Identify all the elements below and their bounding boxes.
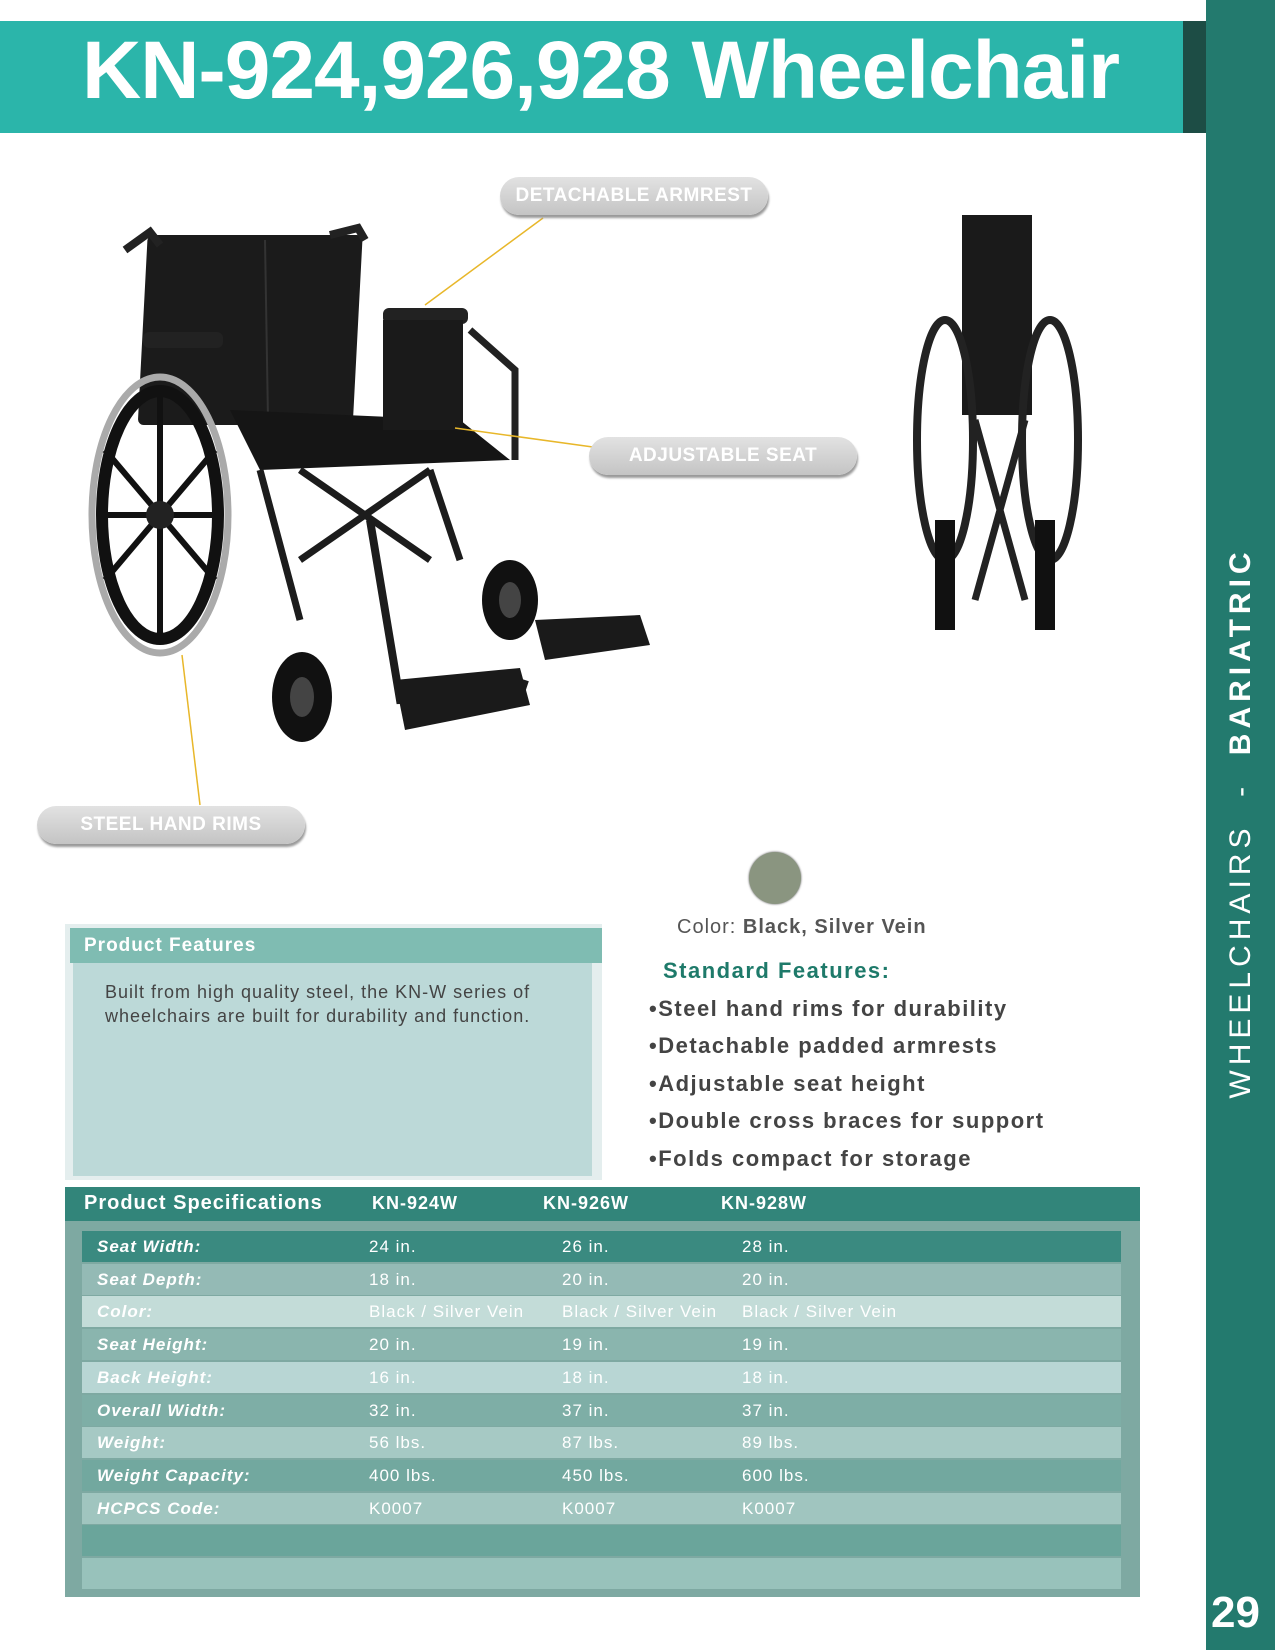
row-label: Color: xyxy=(97,1302,154,1322)
row-value: Black / Silver Vein xyxy=(369,1302,525,1322)
row-value: 16 in. xyxy=(369,1367,417,1387)
wheelchair-main-image xyxy=(92,228,650,742)
row-value: 19 in. xyxy=(562,1335,610,1355)
table-row xyxy=(82,1493,1121,1524)
row-label: Weight Capacity: xyxy=(97,1465,251,1485)
feature-item: •Adjustable seat height xyxy=(649,1071,926,1096)
row-value: 18 in. xyxy=(369,1269,417,1289)
product-features-heading: Product Features xyxy=(70,928,602,963)
row-value: 37 in. xyxy=(742,1400,790,1420)
rims-leader-line xyxy=(182,655,200,805)
row-label: Seat Depth: xyxy=(97,1269,203,1289)
row-value: 450 lbs. xyxy=(562,1465,630,1485)
row-value: 89 lbs. xyxy=(742,1433,800,1453)
row-value: 56 lbs. xyxy=(369,1433,427,1453)
feature-item: •Detachable padded armrests xyxy=(649,1033,998,1058)
row-label: Seat Height: xyxy=(97,1335,209,1355)
page-title: KN-924,926,928 Wheelchair xyxy=(82,25,1119,116)
category-label: WHEELCHAIRS xyxy=(1224,823,1257,1099)
row-value: K0007 xyxy=(562,1498,617,1518)
row-label: Seat Width: xyxy=(97,1237,202,1256)
row-value: K0007 xyxy=(369,1498,424,1518)
empty-table-row xyxy=(82,1525,1121,1556)
armrest-leader-line xyxy=(425,218,543,305)
product-features-text: Built from high quality steel, the KN-W series of wheelchairs are built for durability and function. xyxy=(105,982,531,1026)
model-header: KN-926W xyxy=(543,1193,630,1213)
color-info xyxy=(677,916,927,939)
empty-table-row xyxy=(82,1558,1121,1589)
row-value: Black / Silver Vein xyxy=(742,1302,898,1322)
standard-features-heading: Standard Features: xyxy=(663,958,891,983)
color-value: Black, Silver Vein xyxy=(742,916,927,938)
row-label: Back Height: xyxy=(97,1367,213,1387)
page-number: 29 xyxy=(1211,1588,1260,1637)
row-label: Weight: xyxy=(97,1433,167,1453)
table-row xyxy=(82,1264,1121,1295)
callout-adjustable-seat: ADJUSTABLE SEAT xyxy=(589,437,857,475)
color-swatch xyxy=(749,852,801,904)
row-value: 37 in. xyxy=(562,1400,610,1420)
feature-text: Folds compact for storage xyxy=(658,1146,972,1171)
callout-detachable-armrest: DETACHABLE ARMREST xyxy=(500,177,768,215)
row-value: 24 in. xyxy=(369,1237,417,1256)
model-header: KN-928W xyxy=(721,1193,808,1213)
feature-item: •Folds compact for storage xyxy=(649,1146,972,1171)
row-label: HCPCS Code: xyxy=(97,1498,221,1518)
color-label: Color: xyxy=(677,916,737,938)
row-value: 87 lbs. xyxy=(562,1433,620,1453)
sidebar-category xyxy=(1224,547,1258,1098)
row-value: 600 lbs. xyxy=(742,1465,810,1485)
row-value: 18 in. xyxy=(742,1367,790,1387)
feature-text: Steel hand rims for durability xyxy=(658,996,1008,1021)
feature-text: Detachable padded armrests xyxy=(658,1033,998,1058)
row-value: 18 in. xyxy=(562,1367,610,1387)
feature-text: Adjustable seat height xyxy=(658,1071,926,1096)
specifications-heading: Product Specifications xyxy=(84,1192,323,1214)
row-value: 20 in. xyxy=(742,1269,790,1289)
row-value: K0007 xyxy=(742,1498,797,1518)
folded-wheelchair-image xyxy=(917,215,1078,630)
table-row xyxy=(82,1460,1121,1491)
row-value: 20 in. xyxy=(369,1335,417,1355)
callout-steel-hand-rims: STEEL HAND RIMS xyxy=(37,806,305,844)
row-value: 26 in. xyxy=(562,1237,610,1256)
table-row xyxy=(82,1231,1121,1262)
row-value: 20 in. xyxy=(562,1269,610,1289)
feature-text: Double cross braces for support xyxy=(658,1108,1045,1133)
row-value: 28 in. xyxy=(742,1237,790,1256)
separator: - xyxy=(1224,781,1257,797)
row-value: 19 in. xyxy=(742,1335,790,1355)
table-row xyxy=(82,1395,1121,1426)
subcategory-label: BARIATRIC xyxy=(1224,547,1257,756)
feature-item: •Double cross braces for support xyxy=(649,1108,1045,1133)
row-value: 400 lbs. xyxy=(369,1465,437,1485)
table-row xyxy=(82,1329,1121,1360)
row-value: Black / Silver Vein xyxy=(562,1302,718,1322)
table-row xyxy=(82,1296,1121,1327)
row-label: Overall Width: xyxy=(97,1400,227,1420)
table-row xyxy=(82,1427,1121,1458)
model-header: KN-924W xyxy=(372,1193,459,1213)
feature-item: •Steel hand rims for durability xyxy=(649,996,1008,1021)
row-value: 32 in. xyxy=(369,1400,417,1420)
table-row xyxy=(82,1362,1121,1393)
